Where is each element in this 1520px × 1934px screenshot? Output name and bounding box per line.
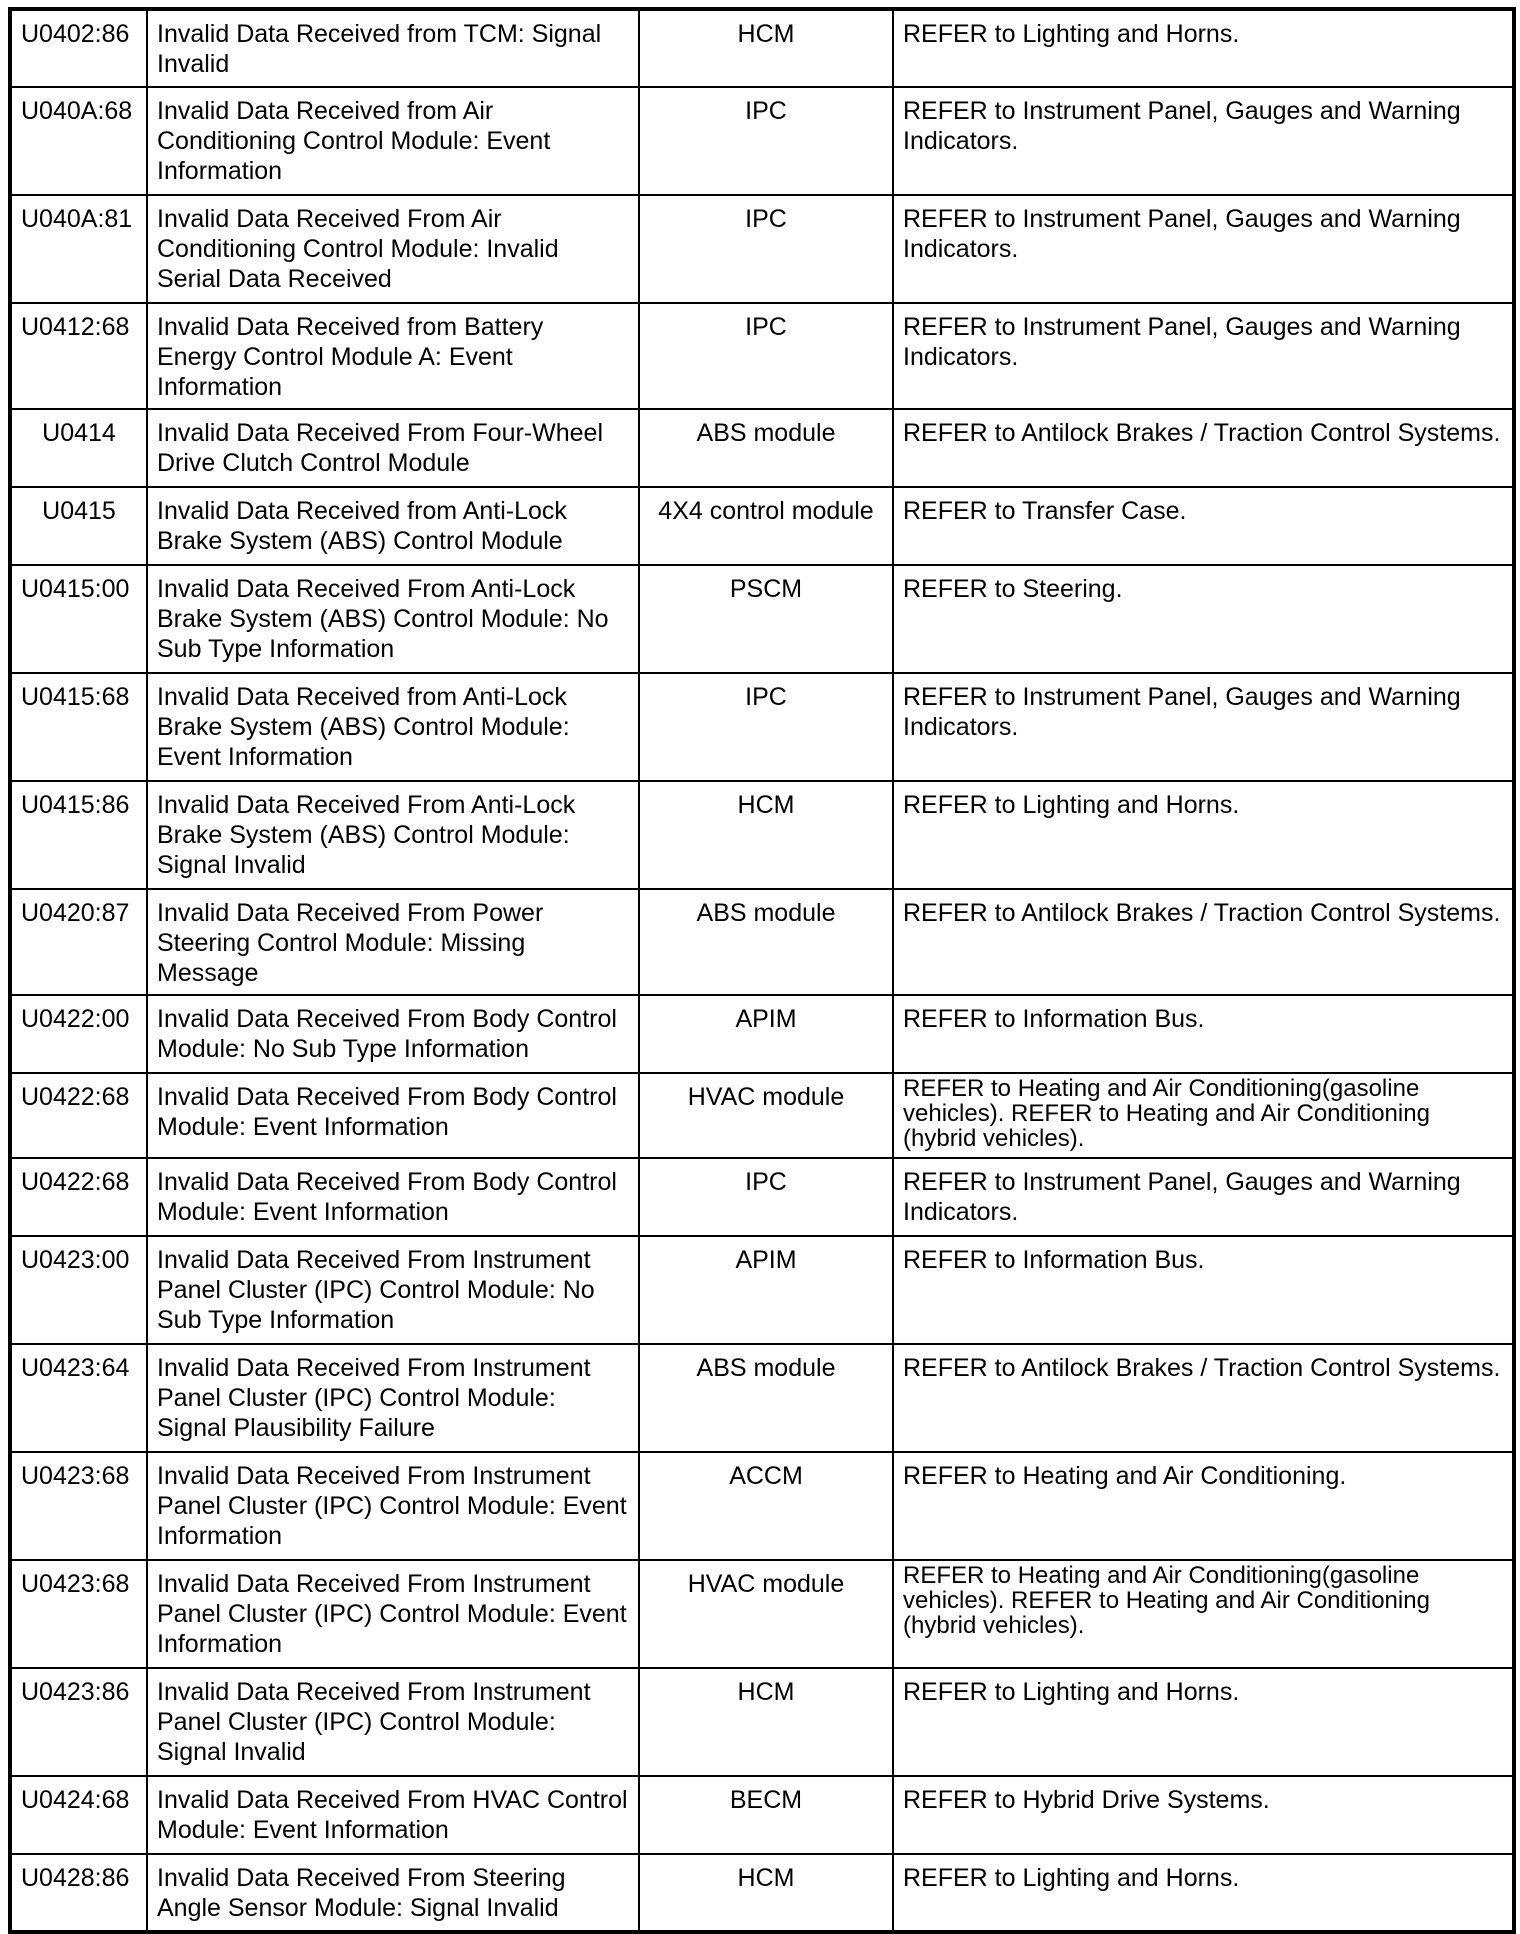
description-cell: Invalid Data Received From Instrument Panel Cluster (IPC) Control Module: Event Information [147, 1560, 639, 1668]
module-cell: HCM [639, 1668, 893, 1776]
module-cell: PSCM [639, 565, 893, 673]
dtc-code-cell: U0414 [10, 409, 147, 487]
dtc-code-cell: U0412:68 [10, 303, 147, 409]
action-cell: REFER to Steering. [893, 565, 1514, 673]
dtc-code-cell: U0428:86 [10, 1854, 147, 1932]
table-row [10, 1560, 1514, 1668]
description-cell: Invalid Data Received From Power Steering Control Module: Missing Message [147, 889, 639, 995]
description-cell: Invalid Data Received From HVAC Control Module: Event Information [147, 1776, 639, 1854]
action-cell: REFER to Heating and Air Conditioning(gasoline vehicles). REFER to Heating and Air Conditioning (hybrid vehicles). [893, 1073, 1514, 1158]
dtc-table-body [10, 9, 1514, 1932]
table-row [10, 409, 1514, 487]
action-cell: REFER to Lighting and Horns. [893, 9, 1514, 87]
action-cell: REFER to Instrument Panel, Gauges and Warning Indicators. [893, 195, 1514, 303]
action-cell: REFER to Information Bus. [893, 995, 1514, 1073]
dtc-code-cell: U0415:68 [10, 673, 147, 781]
table-row [10, 565, 1514, 673]
description-cell: Invalid Data Received From Instrument Panel Cluster (IPC) Control Module: Signal Invalid [147, 1668, 639, 1776]
table-row [10, 1236, 1514, 1344]
action-cell: REFER to Transfer Case. [893, 487, 1514, 565]
table-row [10, 1854, 1514, 1932]
module-cell: IPC [639, 1158, 893, 1236]
module-cell: ACCM [639, 1452, 893, 1560]
table-row [10, 195, 1514, 303]
dtc-code-cell: U0423:86 [10, 1668, 147, 1776]
table-row [10, 487, 1514, 565]
table-row [10, 673, 1514, 781]
dtc-code-cell: U0415:00 [10, 565, 147, 673]
dtc-code-cell: U0424:68 [10, 1776, 147, 1854]
action-cell: REFER to Heating and Air Conditioning. [893, 1452, 1514, 1560]
dtc-code-cell: U0423:68 [10, 1560, 147, 1668]
dtc-code-cell: U0423:68 [10, 1452, 147, 1560]
action-cell: REFER to Heating and Air Conditioning(gasoline vehicles). REFER to Heating and Air Conditioning (hybrid vehicles). [893, 1560, 1514, 1668]
table-row [10, 1158, 1514, 1236]
dtc-code-cell: U040A:68 [10, 87, 147, 195]
action-cell: REFER to Antilock Brakes / Traction Control Systems. [893, 1344, 1514, 1452]
action-cell: REFER to Information Bus. [893, 1236, 1514, 1344]
dtc-code-cell: U0422:00 [10, 995, 147, 1073]
action-cell: REFER to Instrument Panel, Gauges and Warning Indicators. [893, 303, 1514, 409]
table-row [10, 781, 1514, 889]
description-cell: Invalid Data Received from Battery Energy Control Module A: Event Information [147, 303, 639, 409]
module-cell: IPC [639, 673, 893, 781]
action-cell: REFER to Lighting and Horns. [893, 781, 1514, 889]
module-cell: HCM [639, 9, 893, 87]
module-cell: ABS module [639, 889, 893, 995]
module-cell: APIM [639, 1236, 893, 1344]
action-cell: REFER to Instrument Panel, Gauges and Warning Indicators. [893, 1158, 1514, 1236]
dtc-table [8, 7, 1516, 1934]
description-cell: Invalid Data Received From Body Control Module: Event Information [147, 1158, 639, 1236]
table-row [10, 1452, 1514, 1560]
description-cell: Invalid Data Received From Instrument Panel Cluster (IPC) Control Module: Signal Plausibility Failure [147, 1344, 639, 1452]
description-cell: Invalid Data Received From Anti-Lock Brake System (ABS) Control Module: No Sub Type Information [147, 565, 639, 673]
description-cell: Invalid Data Received from TCM: Signal Invalid [147, 9, 639, 87]
description-cell: Invalid Data Received from Anti-Lock Brake System (ABS) Control Module [147, 487, 639, 565]
dtc-code-cell: U0402:86 [10, 9, 147, 87]
description-cell: Invalid Data Received From Instrument Panel Cluster (IPC) Control Module: Event Information [147, 1452, 639, 1560]
description-cell: Invalid Data Received From Air Conditioning Control Module: Invalid Serial Data Received [147, 195, 639, 303]
module-cell: HCM [639, 781, 893, 889]
action-cell: REFER to Lighting and Horns. [893, 1668, 1514, 1776]
action-cell: REFER to Hybrid Drive Systems. [893, 1776, 1514, 1854]
description-cell: Invalid Data Received From Body Control Module: Event Information [147, 1073, 639, 1158]
module-cell: HCM [639, 1854, 893, 1932]
table-row [10, 1344, 1514, 1452]
dtc-code-cell: U0423:00 [10, 1236, 147, 1344]
description-cell: Invalid Data Received From Four-Wheel Drive Clutch Control Module [147, 409, 639, 487]
table-row [10, 303, 1514, 409]
module-cell: ABS module [639, 1344, 893, 1452]
action-cell: REFER to Instrument Panel, Gauges and Warning Indicators. [893, 87, 1514, 195]
table-row [10, 995, 1514, 1073]
module-cell: IPC [639, 303, 893, 409]
table-row [10, 1668, 1514, 1776]
module-cell: HVAC module [639, 1073, 893, 1158]
module-cell: HVAC module [639, 1560, 893, 1668]
module-cell: 4X4 control module [639, 487, 893, 565]
dtc-code-cell: U0415:86 [10, 781, 147, 889]
table-row [10, 9, 1514, 87]
dtc-code-cell: U0423:64 [10, 1344, 147, 1452]
description-cell: Invalid Data Received from Air Conditioning Control Module: Event Information [147, 87, 639, 195]
dtc-code-cell: U0422:68 [10, 1158, 147, 1236]
action-cell: REFER to Antilock Brakes / Traction Control Systems. [893, 409, 1514, 487]
table-row [10, 1776, 1514, 1854]
dtc-code-cell: U0420:87 [10, 889, 147, 995]
table-row [10, 87, 1514, 195]
dtc-code-cell: U040A:81 [10, 195, 147, 303]
description-cell: Invalid Data Received from Anti-Lock Brake System (ABS) Control Module: Event Information [147, 673, 639, 781]
action-cell: REFER to Instrument Panel, Gauges and Warning Indicators. [893, 673, 1514, 781]
table-row [10, 1073, 1514, 1158]
dtc-code-cell: U0415 [10, 487, 147, 565]
action-cell: REFER to Lighting and Horns. [893, 1854, 1514, 1932]
module-cell: ABS module [639, 409, 893, 487]
module-cell: IPC [639, 87, 893, 195]
module-cell: BECM [639, 1776, 893, 1854]
description-cell: Invalid Data Received From Instrument Panel Cluster (IPC) Control Module: No Sub Type Information [147, 1236, 639, 1344]
module-cell: APIM [639, 995, 893, 1073]
dtc-code-cell: U0422:68 [10, 1073, 147, 1158]
description-cell: Invalid Data Received From Anti-Lock Brake System (ABS) Control Module: Signal Invalid [147, 781, 639, 889]
action-cell: REFER to Antilock Brakes / Traction Control Systems. [893, 889, 1514, 995]
module-cell: IPC [639, 195, 893, 303]
description-cell: Invalid Data Received From Steering Angle Sensor Module: Signal Invalid [147, 1854, 639, 1932]
description-cell: Invalid Data Received From Body Control Module: No Sub Type Information [147, 995, 639, 1073]
table-row [10, 889, 1514, 995]
